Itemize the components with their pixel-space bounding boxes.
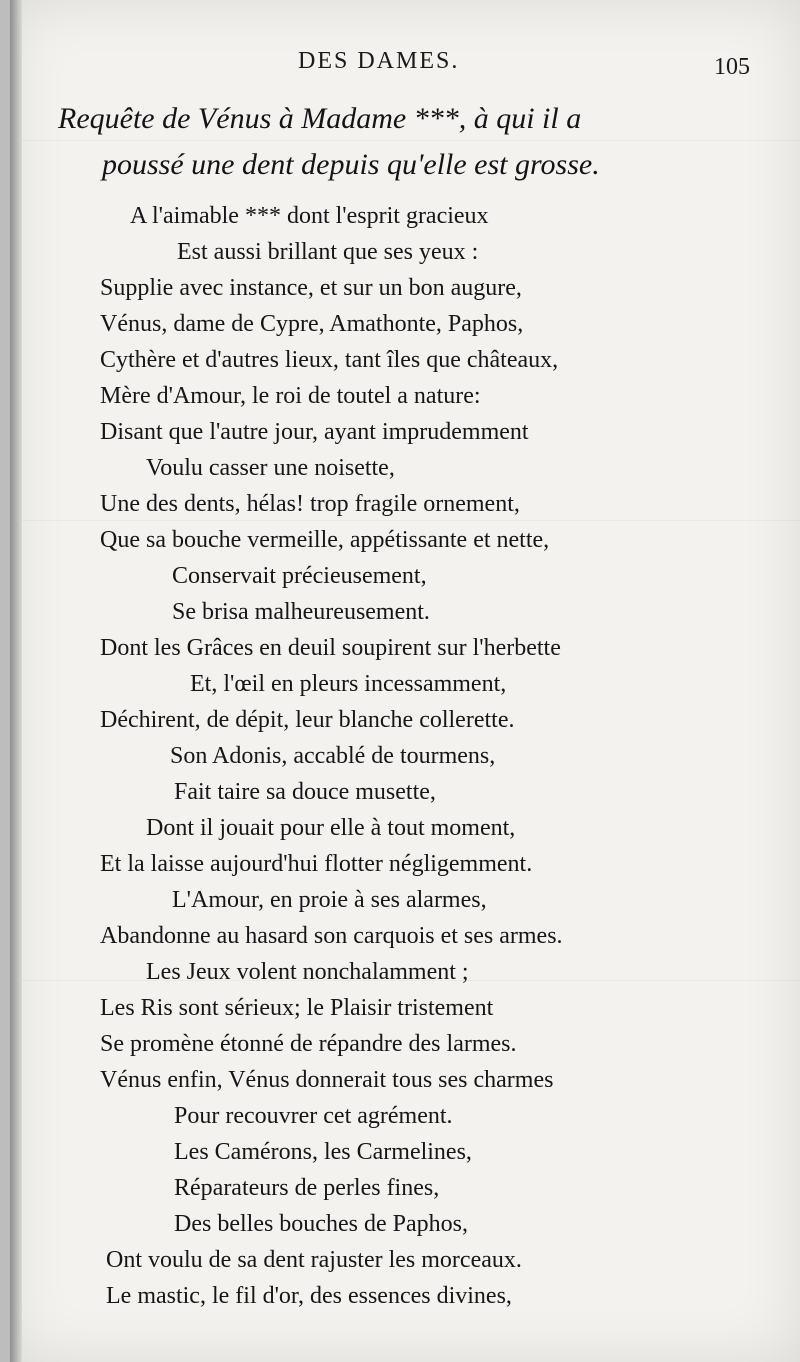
- verse-line: Cythère et d'autres lieux, tant îles que châteaux,: [100, 347, 559, 373]
- page-gutter-shadow: [10, 0, 22, 1362]
- running-title: DES DAMES.: [298, 48, 460, 74]
- verse-line: Dont les Grâces en deuil soupirent sur l'herbette: [100, 635, 561, 661]
- verse-line: Une des dents, hélas! trop fragile ornement,: [100, 491, 520, 517]
- poem-title-line-1: Requête de Vénus à Madame ***, à qui il a: [58, 102, 582, 135]
- verse-line: Ont voulu de sa dent rajuster les morceaux.: [106, 1247, 522, 1273]
- verse-line: Voulu casser une noisette,: [146, 455, 395, 481]
- page-number: 105: [714, 54, 750, 80]
- verse-line: Supplie avec instance, et sur un bon augure,: [100, 275, 522, 301]
- verse-line: Fait taire sa douce musette,: [174, 779, 436, 805]
- poem-title-line-2: poussé une dent depuis qu'elle est grosse.: [102, 148, 600, 181]
- verse-line: A l'aimable *** dont l'esprit gracieux: [130, 203, 489, 229]
- verse-line: Se brisa malheureusement.: [172, 599, 430, 625]
- verse-line: Les Ris sont sérieux; le Plaisir tristement: [100, 995, 494, 1021]
- verse-line: Disant que l'autre jour, ayant imprudemment: [100, 419, 529, 445]
- verse-line: Des belles bouches de Paphos,: [174, 1211, 468, 1237]
- verse-line: Pour recouvrer cet agrément.: [174, 1103, 453, 1129]
- verse-line: Que sa bouche vermeille, appétissante et nette,: [100, 527, 550, 553]
- poem-title: [58, 96, 798, 188]
- verse-line: Est aussi brillant que ses yeux :: [177, 239, 479, 265]
- verse-line: Conservait précieusement,: [172, 563, 427, 589]
- verse-line: Réparateurs de perles fines,: [174, 1175, 440, 1201]
- verse-line: Déchirent, de dépit, leur blanche collerette.: [100, 707, 515, 733]
- verse-line: Se promène étonné de répandre des larmes.: [100, 1031, 517, 1057]
- verse-line: Vénus enfin, Vénus donnerait tous ses charmes: [100, 1067, 554, 1093]
- verse-line: Les Camérons, les Carmelines,: [174, 1139, 472, 1165]
- verse-line: Vénus, dame de Cypre, Amathonte, Paphos,: [100, 311, 524, 337]
- verse-line: Le mastic, le fil d'or, des essences divines,: [106, 1283, 512, 1309]
- verse-line: L'Amour, en proie à ses alarmes,: [172, 887, 487, 913]
- verse-line: Et la laisse aujourd'hui flotter négligemment.: [100, 851, 533, 877]
- verse-line: Les Jeux volent nonchalamment ;: [146, 959, 469, 985]
- verse-line: Abandonne au hasard son carquois et ses armes.: [100, 923, 563, 949]
- verse-line: Son Adonis, accablé de tourmens,: [170, 743, 496, 769]
- verse-line: Et, l'œil en pleurs incessamment,: [190, 671, 507, 697]
- verse-line: Mère d'Amour, le roi de toutel a nature:: [100, 383, 481, 409]
- verse-line: Dont il jouait pour elle à tout moment,: [146, 815, 516, 841]
